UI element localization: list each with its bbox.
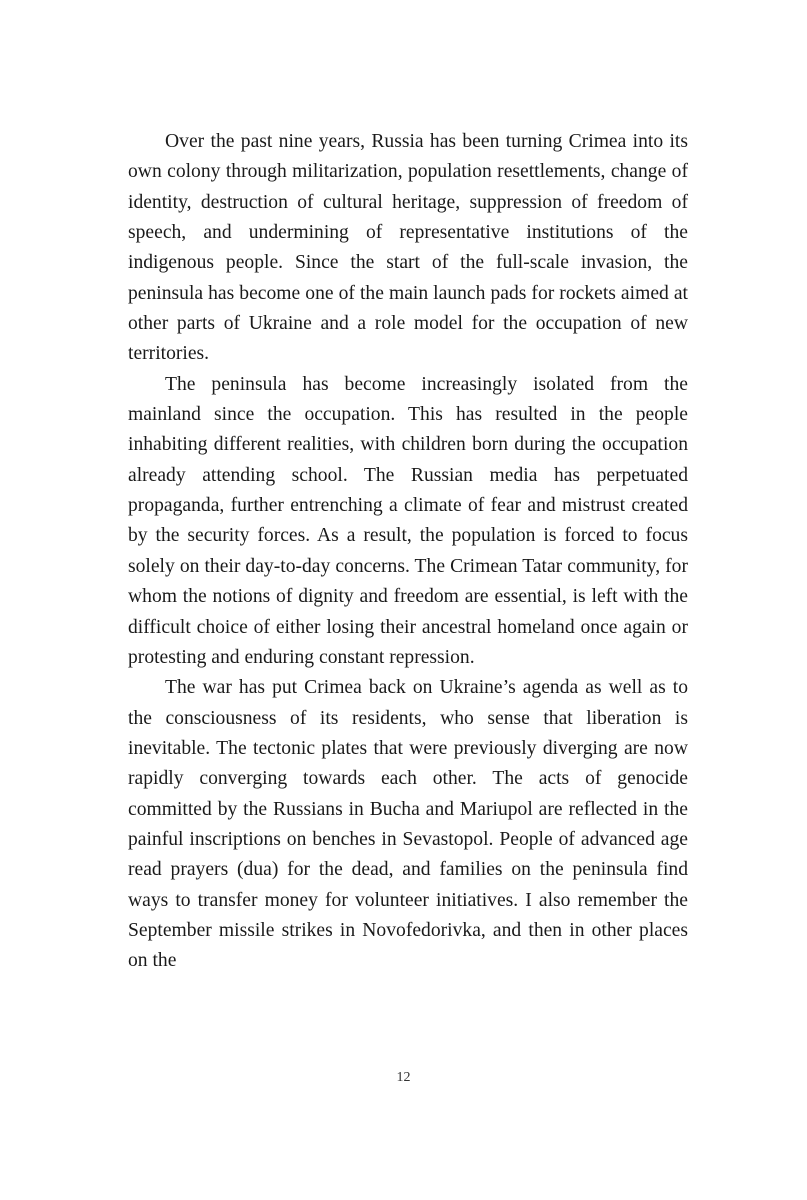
paragraph-2: The peninsula has become increasingly isolated from the mainland since the occupation. This has resulted in the people inhabiting different realities, with children born during the occupation already attending school. The Russian media has perpetuated propaganda, further entrenching a climate of fear and mistrust created by the security forces. As a result, the population is forced to focus solely on their day-to-day concerns. The Crimean Tatar community, for whom the notions of dignity and freedom are essential, is left with the difficult choice of either losing their ancestral homeland once again or protesting and enduring constant repression. — [128, 373, 688, 668]
paragraph-3: The war has put Crimea back on Ukraine’s agenda as well as to the consciousness of its residents, who sense that liberation is inevitable. The tectonic plates that were previously diverging are now rapidly converging towards each other. The acts of genocide committed by the Russians in Bucha and Mariupol are reflected in the painful inscriptions on benches in Sevastopol. People of advanced age read prayers (dua) for the dead, and families on the peninsula find ways to transfer money for volunteer initiatives. I also remember the September missile strikes in Novofedorivka, and then in other places on the — [128, 677, 688, 972]
page-number: 12 — [396, 1070, 411, 1085]
paragraph-1: Over the past nine years, Russia has been turning Crimea into its own colony through militarization, population resettlements, change of identity, destruction of cultural heritage, suppression of freedom of speech, and undermining of representative institutions of the indigenous people. Since the start of the full-scale invasion, the peninsula has become one of the main launch pads for rockets aimed at other parts of Ukraine and a role model for the occupation of new territories. — [128, 131, 688, 365]
body-text — [128, 127, 688, 977]
